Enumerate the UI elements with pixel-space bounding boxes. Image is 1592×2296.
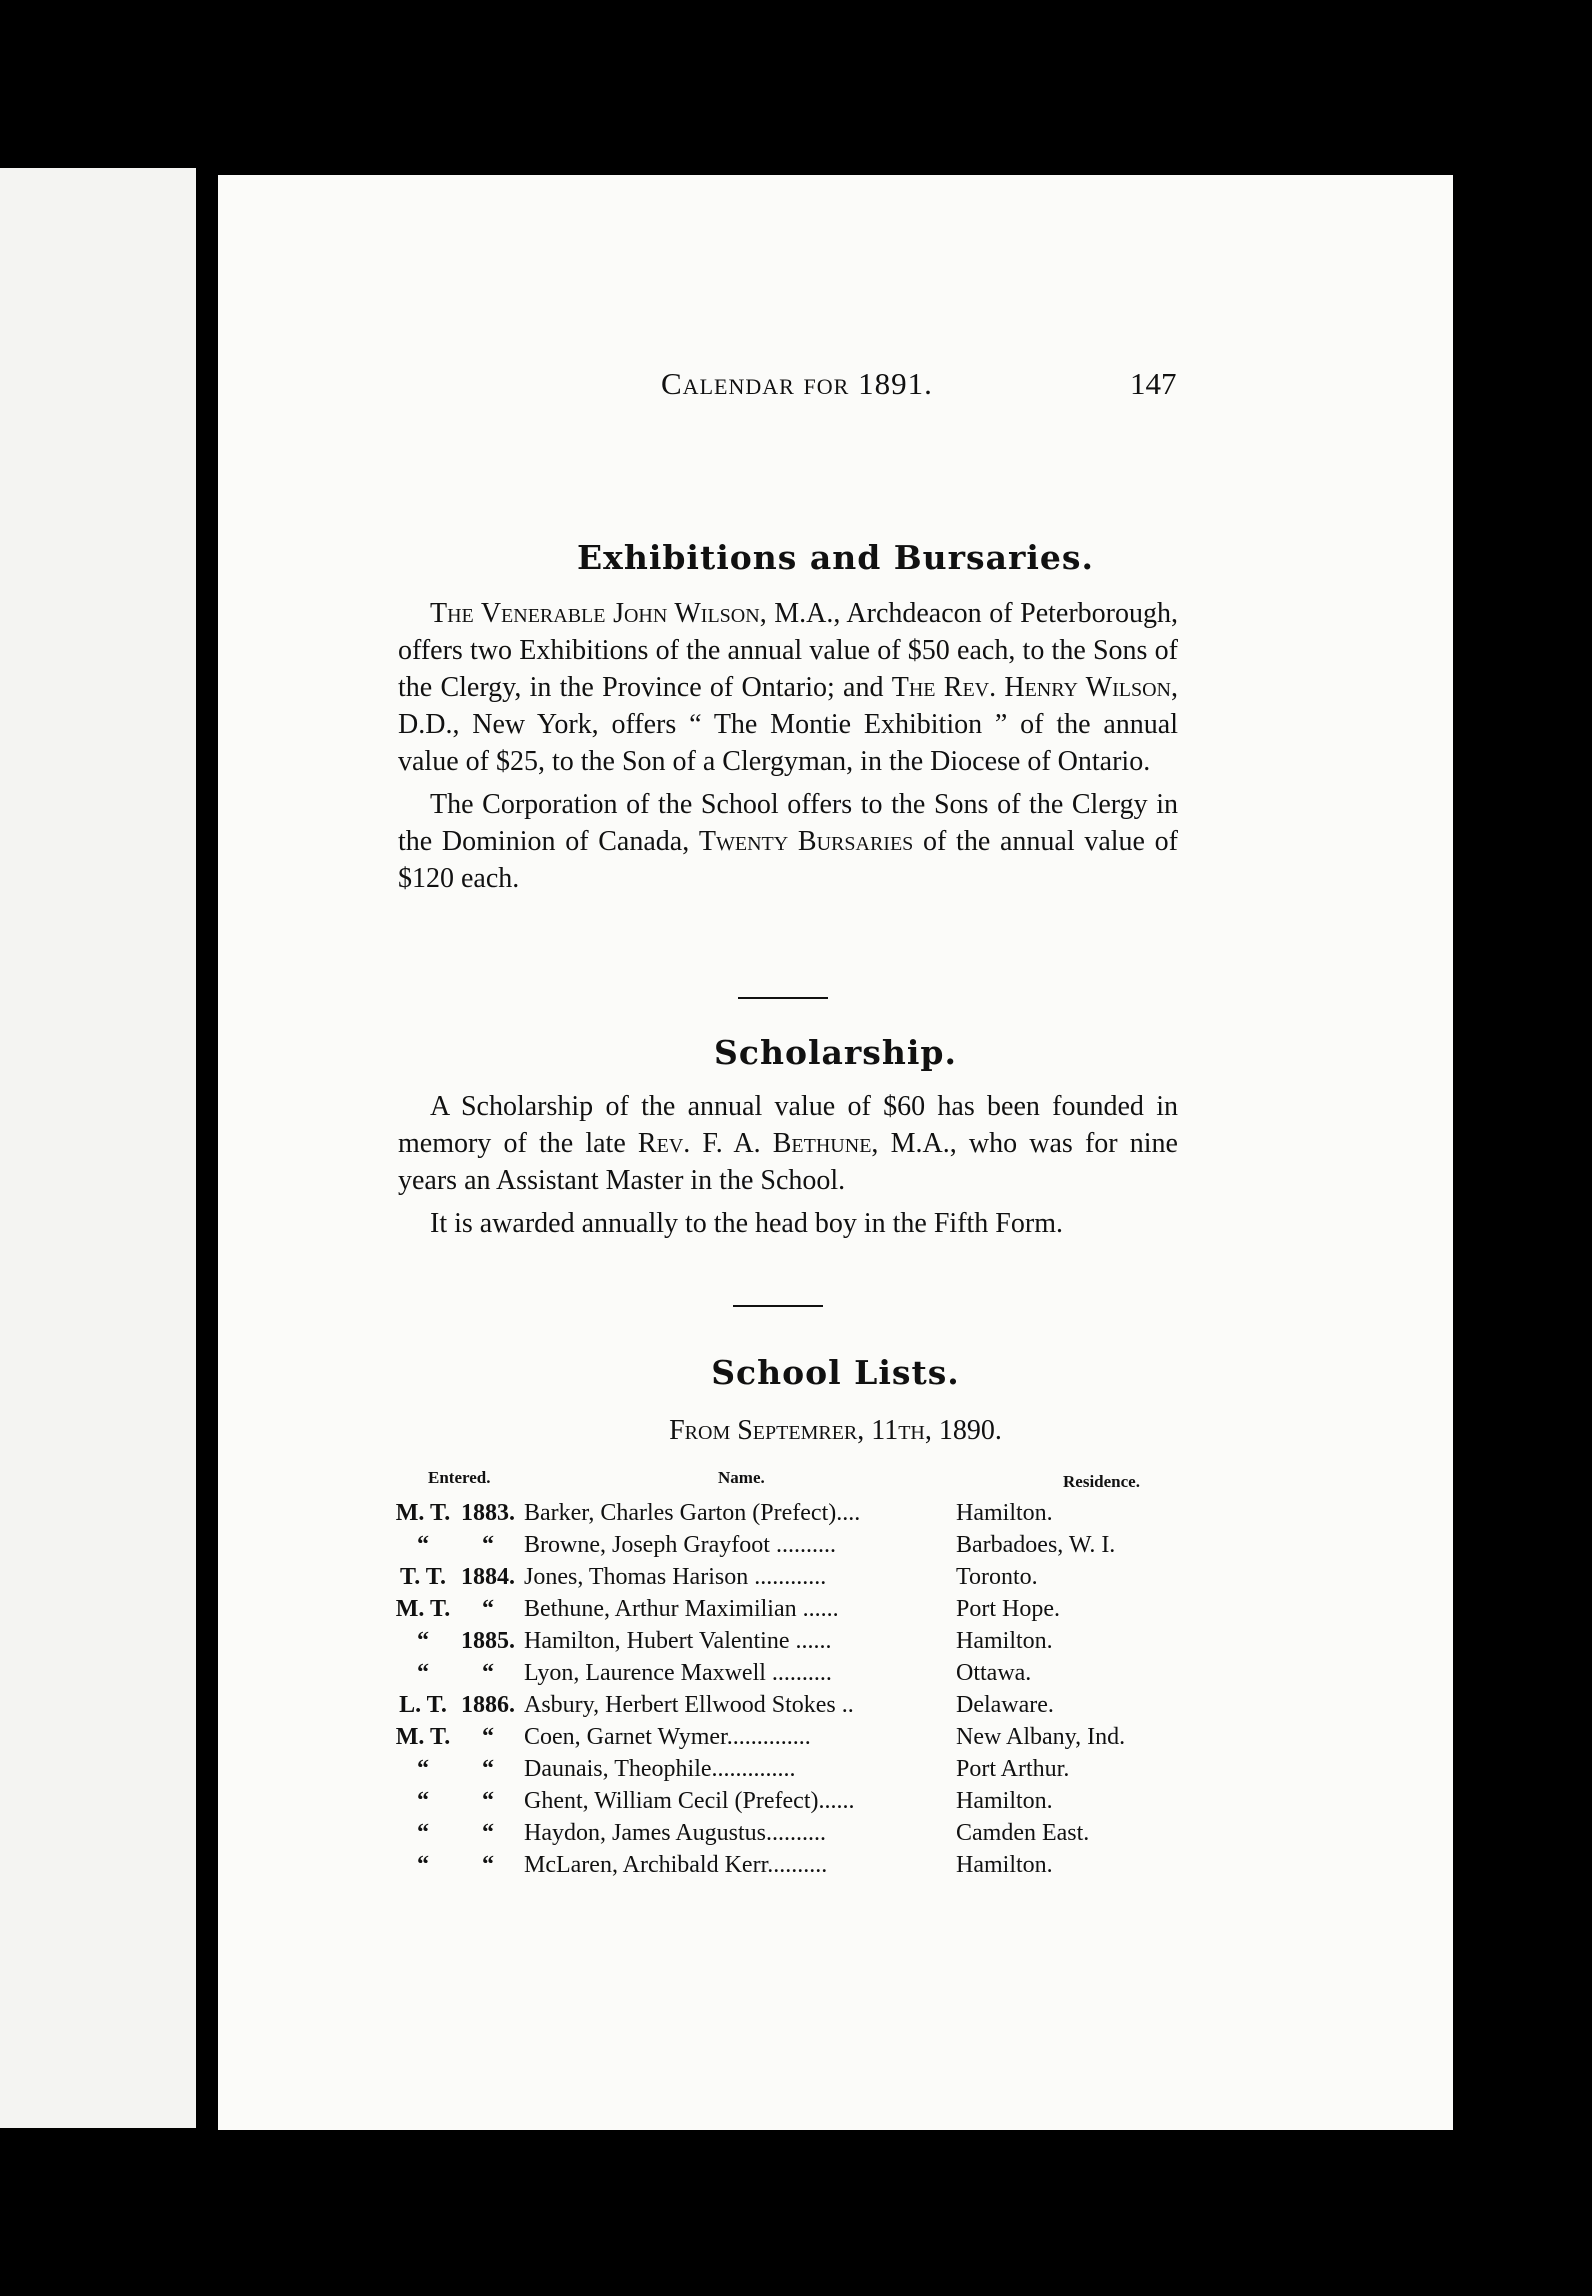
- entered-term: T. T.: [399, 1564, 447, 1590]
- table-row: [388, 1596, 1125, 1628]
- exhibitions-paragraph-2: [398, 786, 1178, 897]
- entered-term: “: [417, 1628, 429, 1654]
- student-residence: Camden East.: [956, 1820, 1090, 1846]
- entered-term: “: [417, 1852, 429, 1878]
- text-run: The Venerable John Wilson: [430, 598, 760, 629]
- column-header-residence: Residence.: [1063, 1472, 1140, 1491]
- entered-year: “: [482, 1820, 494, 1846]
- table-row: [388, 1788, 1125, 1820]
- entered-year: “: [482, 1788, 494, 1814]
- entered-year: “: [482, 1724, 494, 1750]
- column-header-entered: Entered.: [428, 1468, 491, 1487]
- exhibitions-paragraph-1: [398, 595, 1178, 780]
- table-row: [388, 1564, 1125, 1596]
- student-name: Ghent, William Cecil (Prefect)......: [524, 1788, 855, 1814]
- section-divider: [733, 1305, 823, 1307]
- student-residence: Port Arthur.: [956, 1756, 1070, 1782]
- facing-page-edge: [0, 168, 196, 2128]
- entered-year: 1883.: [461, 1500, 515, 1526]
- section-divider: [738, 997, 828, 999]
- table-row: [388, 1692, 1125, 1724]
- entered-year: “: [482, 1756, 494, 1782]
- student-name: Haydon, James Augustus..........: [524, 1820, 826, 1846]
- entered-year: “: [482, 1660, 494, 1686]
- student-name: Coen, Garnet Wymer..............: [524, 1724, 811, 1750]
- student-name: Jones, Thomas Harison ............: [524, 1564, 827, 1590]
- table-row: [388, 1852, 1125, 1884]
- student-residence: Port Hope.: [956, 1596, 1060, 1622]
- scholarship-text: [398, 1088, 1178, 1242]
- student-name: Hamilton, Hubert Valentine ......: [524, 1628, 832, 1654]
- text-run: The Rev. Henry Wilson: [891, 672, 1171, 703]
- text-run: A Scholarship of the annual value of $60 has been founded in memory of the late: [398, 1091, 1178, 1159]
- entered-term: L. T.: [399, 1692, 447, 1718]
- text-run: The Corporation of the School offers to the Sons of the Clergy in the Dominion of Canada,: [398, 789, 1178, 857]
- entered-term: “: [417, 1532, 429, 1558]
- text-run: , D.D., New York, offers “ The Montie Exhibition ” of the annual value of $25, to the Son of a Clergyman, in the Diocese of Ontario.: [398, 672, 1178, 777]
- student-residence: Ottawa.: [956, 1660, 1032, 1686]
- table-row: [388, 1756, 1125, 1788]
- student-residence: Hamilton.: [956, 1628, 1053, 1654]
- student-residence: New Albany, Ind.: [956, 1724, 1126, 1750]
- entered-year: “: [482, 1852, 494, 1878]
- school-list-table: [388, 1500, 1125, 1884]
- entered-year: 1885.: [461, 1628, 515, 1654]
- entered-term: “: [417, 1820, 429, 1846]
- entered-term: “: [417, 1788, 429, 1814]
- entered-year: 1884.: [461, 1564, 515, 1590]
- table-row: [388, 1500, 1125, 1532]
- student-name: McLaren, Archibald Kerr..........: [524, 1852, 828, 1878]
- school-lists-heading: School Lists.: [711, 1353, 960, 1392]
- running-header: Calendar for 1891.: [661, 366, 933, 401]
- student-residence: Hamilton.: [956, 1788, 1053, 1814]
- student-residence: Toronto.: [956, 1564, 1038, 1590]
- entered-term: “: [417, 1756, 429, 1782]
- student-residence: Barbadoes, W. I.: [956, 1532, 1116, 1558]
- scholarship-paragraph-1: [398, 1088, 1178, 1199]
- entered-term: M. T.: [395, 1596, 451, 1622]
- entered-term: M. T.: [395, 1500, 451, 1526]
- table-row: [388, 1628, 1125, 1660]
- student-name: Lyon, Laurence Maxwell ..........: [524, 1660, 832, 1686]
- entered-year: “: [482, 1596, 494, 1622]
- entered-year: “: [482, 1532, 494, 1558]
- student-residence: Hamilton.: [956, 1852, 1053, 1878]
- entered-term: “: [417, 1660, 429, 1686]
- text-run: Twenty Bursaries: [698, 826, 914, 857]
- table-row: [388, 1532, 1125, 1564]
- column-header-name: Name.: [718, 1468, 765, 1487]
- student-residence: Delaware.: [956, 1692, 1054, 1718]
- student-name: Browne, Joseph Grayfoot ..........: [524, 1532, 836, 1558]
- book-page: [218, 175, 1453, 2130]
- student-name: Daunais, Theophile..............: [524, 1756, 796, 1782]
- student-name: Barker, Charles Garton (Prefect)....: [524, 1500, 861, 1526]
- table-row: [388, 1820, 1125, 1852]
- text-run: of the annual value of $120 each.: [398, 826, 1178, 894]
- entered-year: 1886.: [461, 1692, 515, 1718]
- text-run: , M.A., who was for nine years an Assistant Master in the School.: [398, 1128, 1178, 1196]
- page-number: 147: [1130, 366, 1177, 401]
- entered-term: M. T.: [395, 1724, 451, 1750]
- student-residence: Hamilton.: [956, 1500, 1053, 1526]
- scholarship-heading: Scholarship.: [714, 1033, 957, 1072]
- text-run: , M.A., Archdeacon of Peterborough, offers two Exhibitions of the annual value of $50 each, to the Sons of the Clergy, in the Province of Ontario; and: [398, 598, 1178, 703]
- scholarship-paragraph-2: It is awarded annually to the head boy in the Fifth Form.: [430, 1208, 1063, 1239]
- exhibitions-heading: Exhibitions and Bursaries.: [577, 538, 1094, 577]
- student-name: Bethune, Arthur Maximilian ......: [524, 1596, 839, 1622]
- table-row: [388, 1660, 1125, 1692]
- text-run: Rev. F. A. Bethune: [637, 1128, 872, 1159]
- student-name: Asbury, Herbert Ellwood Stokes ..: [524, 1692, 854, 1718]
- table-row: [388, 1724, 1125, 1756]
- school-lists-subtitle: From Septemrer, 11th, 1890.: [669, 1415, 1002, 1446]
- exhibitions-text: [398, 595, 1178, 897]
